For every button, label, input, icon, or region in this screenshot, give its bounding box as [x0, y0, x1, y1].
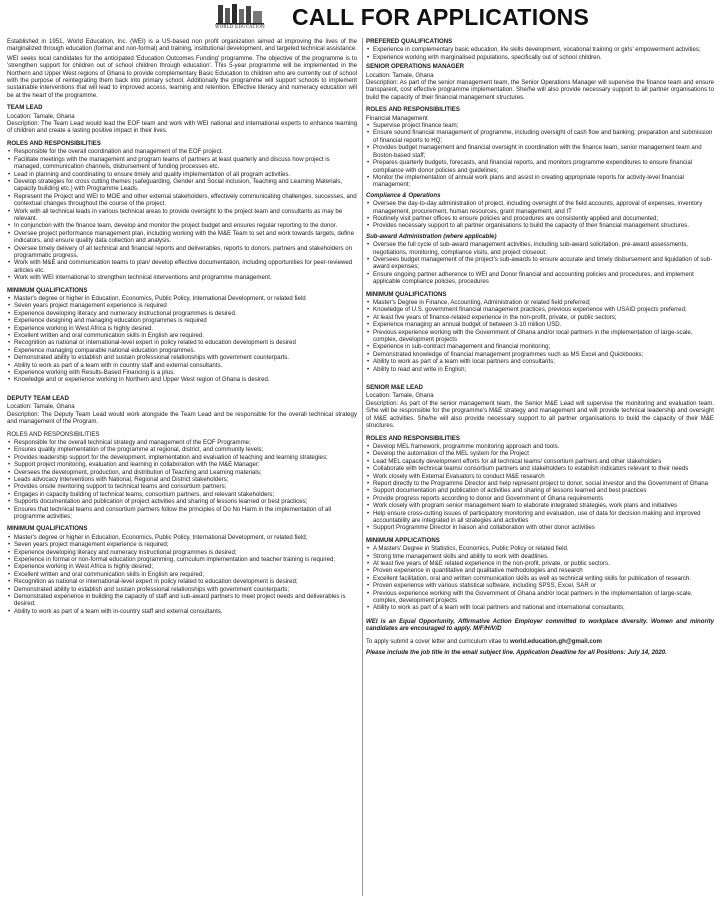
list-item: • Experience working in West Africa is highly desired; [7, 563, 357, 570]
job-location: Location: Tamale, Ghana [366, 71, 434, 79]
bullet-list [7, 439, 357, 520]
list-item: • Proven experience with various statistical software, including SPSS, Excel, SAR or [366, 582, 714, 589]
logo-text: WORLD EDUCATION [214, 25, 266, 30]
application-deadline: Please include the job title in the email subject line. Application Deadline for all Positions: July 14, 2020. [366, 649, 667, 657]
list-item: • Support project monitoring, evaluation and learning in collaboration with the M&E Manager; [7, 461, 357, 468]
list-item: • Provide progress reports according to donor and Government of Ghana requirements [366, 495, 714, 502]
subsection-label: Financial Management [366, 114, 428, 122]
advert-header [0, 0, 720, 36]
list-item: • Demonstrated experience in building the capacity of staff and sub-award partners to meet project needs and deliverables is desired; [7, 593, 357, 608]
bullet-list [7, 295, 357, 384]
list-item: • Ensures quality implementation of the programme at regional, district, and community levels; [7, 446, 357, 453]
list-item: • Ability to work as part of a team with local partners and consultants; [366, 358, 714, 365]
section-heading: DEPUTY TEAM LEAD [7, 394, 69, 402]
list-item: • Provides necessary support to all partner organisations to build the capacity of their financial management structures. [366, 222, 714, 229]
list-item: • Lead in planning and coordinating to ensure timely and quality implementation of all program activities. [7, 171, 357, 178]
bullet-list [7, 148, 357, 281]
list-item: • Experience managing an annual budget of between 3-10 million USD. [366, 321, 714, 328]
list-item: • Ability to work as part of a team with local partners and national and international consultants; [366, 604, 714, 611]
list-item: • Help ensure cross-cutting issues of participatory monitoring and evaluation, use of data for decision making and improved accountability are integrated in all strategies and activities [366, 510, 714, 525]
subsection-heading: MINIMUM QUALIFICATIONS [366, 290, 447, 298]
list-item: • Leads advocacy interventions with National, Regional and District stakeholders; [7, 476, 357, 483]
list-item: • Ability to work as part of a team with in country staff and external consultants. [7, 362, 357, 369]
list-item: • Oversees budget management of the project's sub-awards to ensure accurate and timely disbursement and liquidation of sub-award expenses; [366, 256, 714, 271]
list-item: • Provides onsite mentoring support to technical teams and consortium partners; [7, 483, 357, 490]
job-description: Description: The Team Lead would lead the EOF team and work with WEI national and international experts to enhance learning of children and create a lasting positive impact in their lives. [7, 120, 357, 135]
page-title: CALL FOR APPLICATIONS [292, 4, 590, 30]
job-description: Description: The Deputy Team Lead would work alongside the Team Lead and be responsible for the overall technical strategy and management of the Program. [7, 410, 357, 426]
list-item: • Provides leadership support for the development, implementation and evaluation of teaching and learning strategies; [7, 454, 357, 461]
list-item: • Recognition as national or international-level expert in policy related to education development is desired; [7, 578, 357, 585]
bullet-list [366, 299, 714, 373]
list-item: • Support documentation and publication of activities and sharing of lessons learned and best practices [366, 487, 714, 494]
list-item: • Develop MEL framework, programme monitoring approach and tools. [366, 443, 714, 450]
list-item: • Develop strategies for cross cutting themes (safeguarding, Gender and Social inclusion, Teaching and Learning Materials, capacity building etc.) with Programme Leads. [7, 178, 357, 193]
list-item: • Knowledge and or experience working in Northern and Upper West region of Ghana is desired. [7, 376, 357, 383]
list-item: • Prepares quarterly budgets, forecasts, and financial reports, and monitors programme expenditures to ensure financial compliance with donor policies and guidelines; [366, 159, 714, 174]
job-description: Description: As part of the senior management team, the Senior M&E Lead will supervise the monitoring and evaluation team. S/he will be responsible for the programme's M&E strategy and management and will provide technical leadership and oversight of M&E activities. She/he will also provide necessary support to all partner organisations to build the capacity of their M&E structures. [366, 399, 714, 430]
list-item: • Knowledge of U.S. government financial management practices, previous experience with USAID projects preferred; [366, 306, 714, 313]
subsection-heading: ROLES AND RESPONSIBILITIES [7, 139, 101, 147]
list-item: • Excellent facilitation, oral and written communication skills as well as technical writing skills for publication of research. [366, 575, 714, 582]
list-item: • Oversee the day-to-day administration of project, including oversight of the field accounts, approval of expenses, inventory management, procurement, human resources, grant management, and IT [366, 200, 714, 215]
list-item: • Oversees the development, production, and distribution of Teaching and Learning materials; [7, 469, 357, 476]
list-item: • Experience working in West Africa is highly desired. [7, 325, 357, 332]
list-item: • Develop the automation of the MEL system for the Project [366, 450, 714, 457]
list-item: • Oversee timely delivery of all technical and financial reports and deliverables, reports to donors, partners and stakeholders on programmatic progress. [7, 245, 357, 260]
list-item: • Engages in capacity building of technical teams, consortium partners, and relevant stakeholders; [7, 491, 357, 498]
list-item: • Support Programme Director in liaison and collaboration with other donor activities [366, 524, 714, 531]
list-item: • Demonstrated ability to establish and sustain professional relationships with government counterparts. [7, 354, 357, 361]
list-item: • Experience working with marginalised populations, specifically out of school children. [366, 54, 714, 61]
list-item: • Recognition as national or international-level expert in policy related to education development is desired [7, 339, 357, 346]
bullet-list [366, 545, 714, 612]
intro-paragraph: Established in 1951, World Education, Inc. (WEI) is a US-based non profit organization aimed at improving the lives of the marginalized through education (formal and non-formal) and training, institutional development, and targeted technical assistance. [7, 38, 357, 53]
list-item: • Previous experience working with the Government of Ghana and/or local partners in the implementation of large-scale, complex, development projects [366, 590, 714, 605]
list-item: • Experience in complementary basic education, life skills development, vocational training or girls' empowerment activities; [366, 46, 714, 53]
list-item: • Ensures that technical teams and consortium partners follow the principles of Do No Harm in the implementation of all programme activities; [7, 506, 357, 521]
list-item: • Previous experience working with the Government of Ghana and/or local partners in the implementation of large-scale, complex, development projects [366, 329, 714, 344]
list-item: • Experience in sub-contract management and financial monitoring; [366, 343, 714, 350]
bullet-list [366, 241, 714, 285]
list-item: • Supervise project finance team; [366, 122, 714, 129]
list-item: • Work closely with program senior management team to elaborate integrated strategies, work plans and initiatives [366, 502, 714, 509]
job-description: Description: As part of the senior management team, the Senior Operations Manager will supervise the finance team and ensure transparent, cost effective programme implementation. She/he will also provide necessary support to all partner organisations to build the capacity of their financial management structures. [366, 79, 714, 101]
section-heading: PREFERED QUALIFICATIONS [366, 38, 453, 45]
bullet-list [366, 46, 714, 61]
subsection-heading: MINIMUM QUALIFICATIONS [7, 525, 88, 533]
subsection-heading: MINIMUM QUALIFICATIONS [7, 286, 88, 294]
apply-text: To apply submit a cover letter and curriculum vitae to [366, 637, 509, 645]
list-item: • Strong time management skills and ability to work with deadlines. [366, 553, 714, 560]
list-item: • Experience in formal or non-formal education programming, curriculum implementation and teacher training is required; [7, 556, 357, 563]
list-item: • Monitor the implementation of annual work plans and assist in creating appropriate reports for activity-level financial management; [366, 174, 714, 189]
list-item: • Work with M&E and communication teams to plan/ develop effective documentation, including opportunities for peer-reviewed articles etc. [7, 259, 357, 274]
list-item: • Experience designing and managing education programmes is required [7, 317, 357, 324]
list-item: • Master's degree or higher in Education, Economics, Public Policy, International Development, or related field; [7, 534, 357, 541]
subsection-heading: ROLES AND RESPONSIBILITIES [7, 430, 100, 438]
list-item: • Excellent written and oral communication skills in English are required. [7, 332, 357, 339]
apply-instructions [366, 638, 714, 645]
list-item: • At least five years of M&E related experience in the non-profit, private, or public sectors. [366, 560, 714, 567]
bullet-list [7, 534, 357, 615]
section-heading: SENIOR M&E LEAD [366, 384, 423, 392]
list-item: • Excellent written and oral communication skills in English are required; [7, 571, 357, 578]
list-item: • Facilitate meetings with the management and program teams of partners at least quarterly and discuss how project is managed, communication channels, disbursement of funding processes etc. [7, 156, 357, 171]
list-item: • Demonstrated knowledge of financial management programmes such as MS Excel and Quickbooks; [366, 351, 714, 358]
list-item: • Work with all technical leads in various technical areas to provide oversight to the project team and consultants as may be relevant. [7, 208, 357, 223]
list-item: • A Masters' Degree in Statistics, Economics, Public Policy or related field. [366, 545, 714, 552]
list-item: • Work closely with External Evaluators to conduct M&E research [366, 473, 714, 480]
list-item: • Ability to work as part of a team with in-country staff and external consultants. [7, 608, 357, 615]
list-item: • Represent the Project and WEI to MOE and other external stakeholders, effectively communicating challenges, successes, and contextual changes throughout the course of the project. [7, 193, 357, 208]
list-item: • Ensure ongoing partner adherence to WEI and Donor financial and accounting policies and procedures, and implement applicable compliance policies, procedures [366, 271, 714, 286]
job-location: Location: Tamale, Ghana [366, 392, 434, 400]
list-item: • At least five years of finance-related experience in the non-profit, private, or public sectors; [366, 314, 714, 321]
list-item: • Seven years project management experience is required [7, 302, 357, 309]
list-item: • Lead MEL capacity development efforts for all technical teams/ consortium partners and other stakeholders [366, 458, 714, 465]
bullet-list [366, 200, 714, 230]
section-heading: SENIOR OPERATIONS MANAGER [366, 63, 465, 71]
list-item: • Experience developing literacy and numeracy instructional programmes is desired. [7, 310, 357, 317]
subsection-heading: Sub-award Administration (where applicable) [366, 232, 497, 240]
world-education-logo-mark-icon [212, 3, 268, 25]
left-column [7, 38, 357, 896]
list-item: • Provides budget management and financial oversight in coordination with the finance team, senior management team and Boston-based staff; [366, 144, 714, 159]
list-item: • In conjunction with the finance team, develop and monitor the project budget and ensures regular reporting to the donor. [7, 222, 357, 229]
right-column [366, 38, 714, 896]
list-item: • Demonstrated ability to establish and sustain professional relationships with government counterparts; [7, 586, 357, 593]
intro-paragraph: WEI seeks local candidates for the anticipated 'Education Outcomes Funding' programme. The objective of the programme is to 'strengthen support for children out of school children through education'. This 5-year programme will be implemented in the Northern and Upper West regions of Ghana to provide complementary Basic Education to children who are currently out of school with the purpose of reintegrating them back into primary school. Additionally the programme will support schools to implement sustainable interventions that will lead to improved access, learning and retention. Effective literacy and numeracy education will be at the heart of the programme. [7, 54, 357, 99]
list-item: • Seven years project management experience is required; [7, 541, 357, 548]
list-item: • Supports documentation and publication of project activities and sharing of lessons learned or best practices; [7, 498, 357, 505]
list-item: • Responsible for the overall coordination and management of the EOF project. [7, 148, 357, 155]
list-item: • Collaborate with technical teams/ consortium partners and stakeholders to establish indicators relevant to their needs [366, 465, 714, 472]
apply-email-link[interactable]: world.education.gh@gmail.com [509, 637, 602, 645]
list-item: • Report directly to the Programme Director and help represent project to donor, social investor and the Government of Ghana [366, 480, 714, 487]
subsection-heading: ROLES AND RESPONSIBILITIES [366, 106, 460, 114]
list-item: • Work with WEI international to strengthen technical interventions and programme management. [7, 274, 357, 281]
list-item: • Experience working with Results-Based Financing is a plus. [7, 369, 357, 376]
job-location: Location: Tamale, Ghana [7, 403, 75, 411]
subsection-heading: ROLES AND RESPONSIBILITIES [366, 434, 460, 442]
list-item: • Ensure sound financial management of programme, including oversight of cash flow and banking; preparation and submission of financial reports to HQ; [366, 129, 714, 144]
list-item: • Routinely visit partner offices to ensure policies and procedures are consistently applied and documented; [366, 215, 714, 222]
world-education-logo [212, 3, 268, 33]
job-location: Location: Tamale, Ghana [7, 112, 75, 120]
list-item: • Oversee project performance management plan, including working with the M&E Team to set and work towards targets, define indicators, and ensure quality data collection and analysis. [7, 230, 357, 245]
list-item: • Ability to read and write in English; [366, 366, 714, 373]
subsection-heading: Compliance & Operations [366, 191, 441, 199]
bullet-list [366, 122, 714, 189]
list-item: • Experience managing comparable national education programmes. [7, 347, 357, 354]
list-item: • Proven experience in quantitative and qualitative methodologies and research [366, 567, 714, 574]
subsection-heading: MINIMUM APPLICATIONS [366, 536, 440, 544]
column-divider [362, 38, 363, 896]
section-heading: TEAM LEAD [7, 104, 43, 112]
list-item: • Responsible for the overall technical strategy and management of the EOF Programme; [7, 439, 357, 446]
list-item: • Master's degree or higher in Education, Economics, Public Policy, International Development, or related field [7, 295, 357, 302]
list-item: • Master's Degree in Finance, Accounting, Administration or related field preferred; [366, 299, 714, 306]
list-item: • Oversee the full cycle of sub-award management activities, including sub-award solicitation, pre-award assessments, negotiations, monitoring, compliance visits, and project closeout; [366, 241, 714, 256]
list-item: • Experience developing literacy and numeracy instructional programmes is desired; [7, 549, 357, 556]
equal-opportunity-notice: WEI is an Equal Opportunity, Affirmative Action Employer committed to workplace diversity. Women and minority candidates are encouraged to apply. M/F/H/V/D [366, 617, 714, 633]
bullet-list [366, 443, 714, 532]
